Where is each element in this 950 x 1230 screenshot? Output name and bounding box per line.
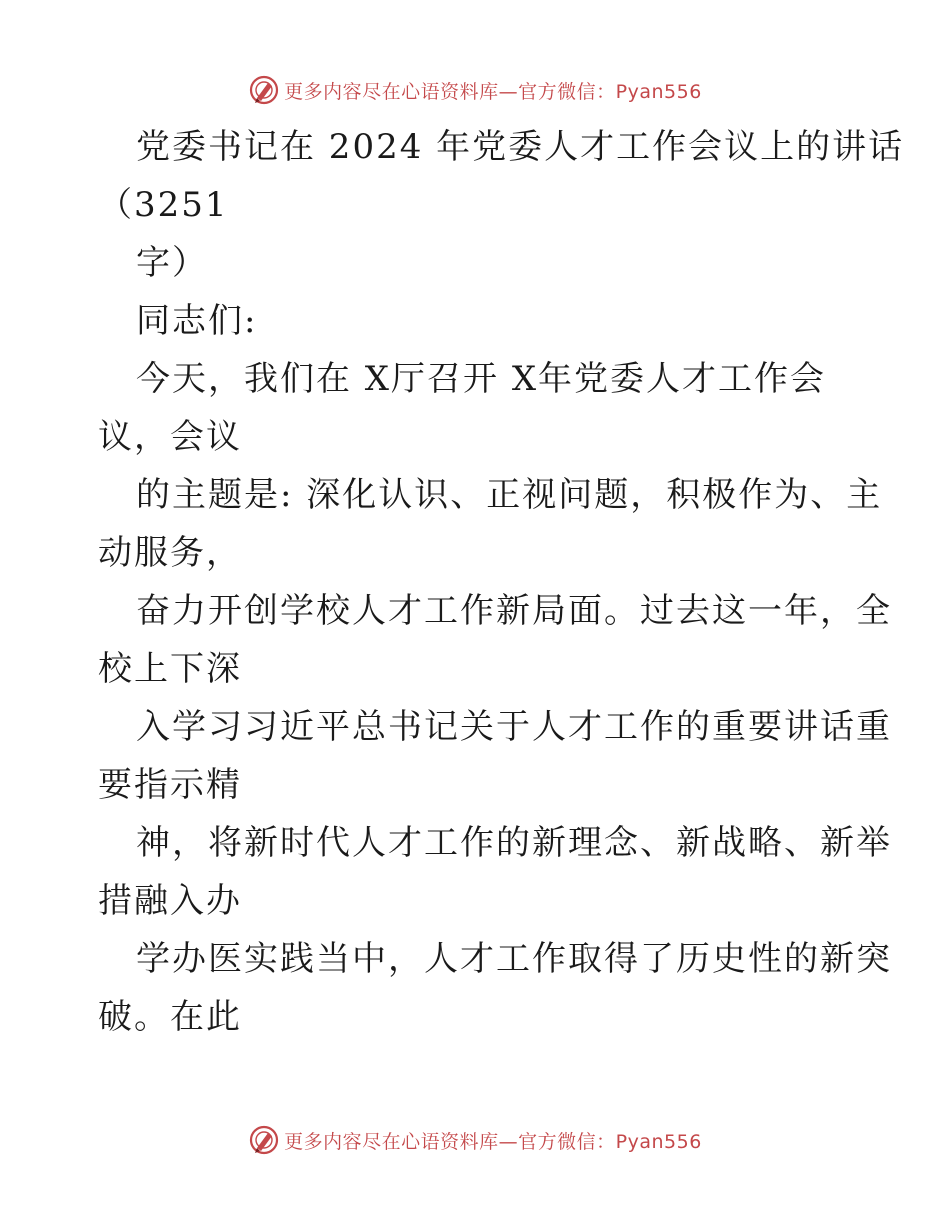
paragraph-line: 议，会议: [98, 417, 242, 457]
paragraph-line: 学办医实践当中，人才工作取得了历史性的新突: [136, 939, 892, 979]
footer-banner-text: 更多内容尽在心语资料库—官方微信：Pyan556: [284, 1130, 702, 1153]
pen-logo-icon: [248, 1124, 280, 1156]
paragraph-line: 的主题是: 深化认识、正视问题，积极作为、主: [136, 475, 883, 515]
paragraph-line: 动服务，: [98, 533, 242, 573]
doc-title-line: 党委书记在 2024 年党委人才工作会议上的讲话: [136, 127, 905, 167]
paragraph-line: 神，将新时代人才工作的新理念、新战略、新举: [136, 823, 892, 863]
document-body: [98, 118, 905, 1046]
paragraph-line: 校上下深: [98, 649, 242, 689]
pen-logo-icon: [248, 74, 280, 106]
salutation: 同志们:: [136, 301, 258, 341]
doc-title-wordcount-end: 字）: [136, 243, 208, 283]
header-banner: [0, 70, 950, 110]
paragraph-line: 措融入办: [98, 881, 242, 921]
header-banner-text: 更多内容尽在心语资料库—官方微信：Pyan556: [284, 80, 702, 103]
paragraph-line: 要指示精: [98, 765, 242, 805]
paragraph-line: 今天，我们在 X厅召开 X年党委人才工作会: [136, 359, 827, 399]
doc-title-wordcount: （3251: [98, 185, 229, 225]
paragraph-line: 破。在此: [98, 997, 242, 1037]
paragraph-line: 入学习习近平总书记关于人才工作的重要讲话重: [136, 707, 892, 747]
paragraph-line: 奋力开创学校人才工作新局面。过去这一年，全: [136, 591, 892, 631]
footer-banner: [0, 1120, 950, 1160]
